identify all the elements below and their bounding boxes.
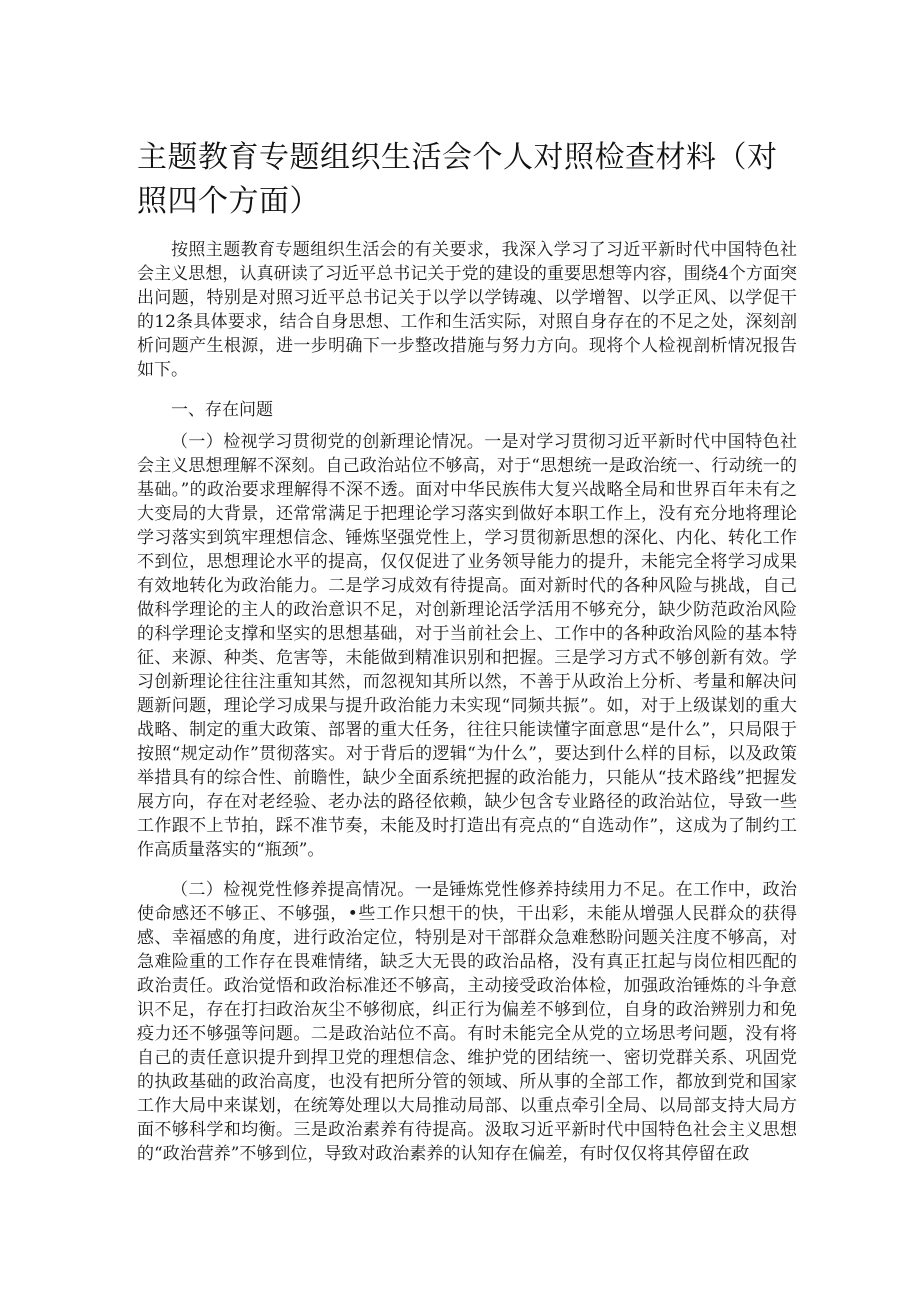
paragraph-theory-study: （一）检视学习贯彻党的创新理论情况。一是对学习贯彻习近平新时代中国特色社会主义思想理解不深刻。自己政治站位不够高，对于“思想统一是政治统一、行动统一的基础。”的政治要求理解得不深不透。面对中华民族伟大复兴战略全局和世界百年未有之大变局的大背景，还常常满足于把理论学习落实到做好本职工作上，没有充分地将理论学习落实到筑牢理想信念、锤炼坚强党性上，学习贯彻新思想的深化、内化、转化工作不到位，思想理论水平的提高，仅仅促进了业务领导能力的提升，未能完全将学习成果有效地转化为政治能力。二是学习成效有待提高。面对新时代的各种风险与挑战，自己做科学理论的主人的政治意识不足，对创新理论活学活用不够充分，缺少防范政治风险的科学理论支撑和坚实的思想基础，对于当前社会上、工作中的各种政治风险的基本特征、来源、种类、危害等，未能做到精准识别和把握。三是学习方式不够创新有效。学习创新理论往往注重知其然，而忽视知其所以然，不善于从政治上分析、考量和解决问题新问题，理论学习成果与提升政治能力未实现“同频共振”。如，对于上级谋划的重大战略、制定的重大政策、部署的重大任务，往往只能读懂字面意思“是什么”，只局限于按照“规定动作”贯彻落实。对于背后的逻辑“为什么”，要达到什么样的目标，以及政策举措具有的综合性、前瞻性，缺少全面系统把握的政治能力，只能从“技术路线”把握发展方向，存在对老经验、老办法的路径依赖，缺少包含专业路径的政治站位，导致一些工作跟不上节拍，踩不准节奏，未能及时打造出有亮点的“自选动作”，这成为了制约工作高质量落实的“瓶颈”。 xyxy=(137,432,797,860)
paragraph-party-spirit: （二）检视党性修养提高情况。一是锤炼党性修养持续用力不足。在工作中，政治使命感还不够正、不够强，•些工作只想干的快，干出彩，未能从增强人民群众的获得感、幸福感的角度，进行政治定位，特别是对干部群众急难愁盼问题关注度不够高，对急难险重的工作存在畏难情绪，缺乏大无畏的政治品格，没有真正扛起与岗位相匹配的政治责任。政治觉悟和政治标准还不够高，主动接受政治体检，加强政治锤炼的斗争意识不足，存在打扫政治灰尘不够彻底，纠正行为偏差不够到位，自身的政治辨别力和免疫力还不够强等问题。二是政治站位不高。有时未能完全从党的立场思考问题，没有将自己的责任意识提升到捍卫党的理想信念、维护党的团结统一、密切党群关系、巩固党的执政基础的政治高度，也没有把所分管的领域、所从事的全部工作，都放到党和国家工作大局中来谋划，在统筹处理以大局推动局部、以重点牵引全局、以局部支持大局方面不够科学和均衡。三是政治素养有待提高。汲取习近平新时代中国特色社会主义思想的“政治营养”不够到位，导致对政治素养的认知存在偏差，有时仅仅将其停留在政 xyxy=(137,880,797,1164)
intro-paragraph: 按照主题教育专题组织生活会的有关要求，我深入学习了习近平新时代中国特色社会主义思想，认真研读了习近平总书记关于党的建设的重要思想等内容，围绕4个方面突出问题，特别是对照习近平总书记关于以学以学铸魂、以学增智、以学正风、以学促干的12条具体要求，结合自身思想、工作和生活实际，对照自身存在的不足之处，深刻剖析问题产生根源，进一步明确下一步整改措施与努力方向。现将个人检视剖析情况报告如下。 xyxy=(137,240,797,380)
document-title: 主题教育专题组织生活会个人对照检查材料（对照四个方面） xyxy=(137,140,778,219)
section-heading-problems: 一、存在问题 xyxy=(171,400,273,420)
